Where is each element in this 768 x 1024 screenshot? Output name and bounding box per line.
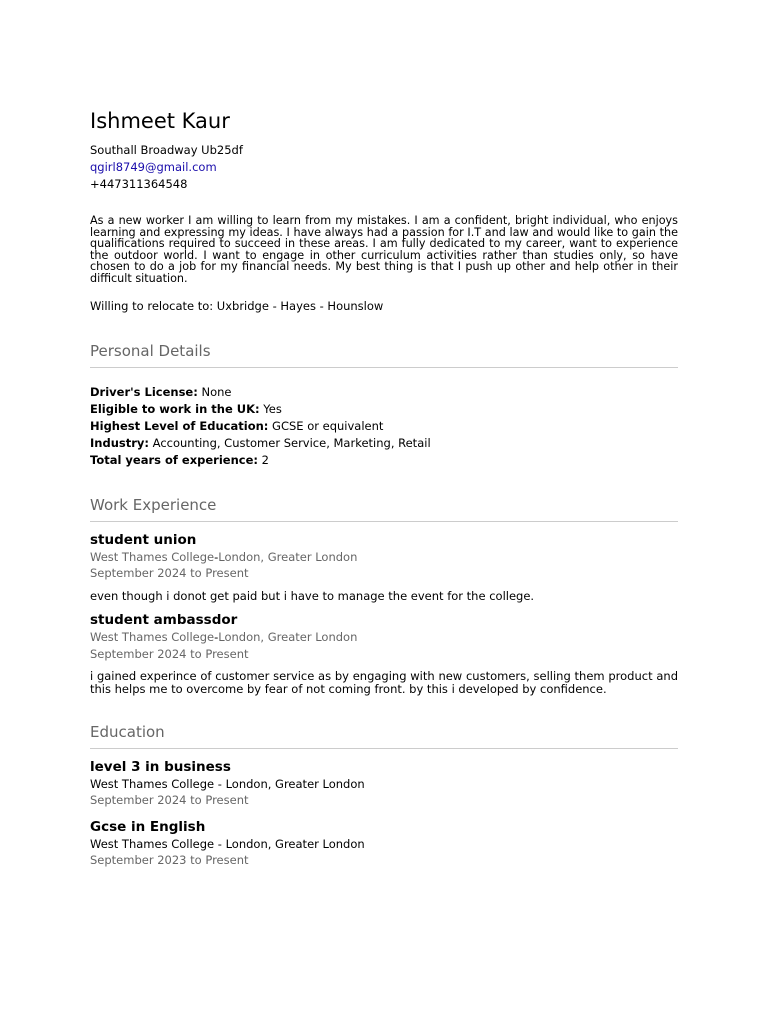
job-org-line: [90, 549, 678, 566]
detail-value: Accounting, Customer Service, Marketing, Retail: [152, 435, 431, 450]
job-org: West Thames College: [90, 549, 215, 564]
candidate-name: Ishmeet Kaur: [90, 109, 230, 133]
detail-label: Total years of experience:: [90, 452, 258, 467]
job-description: even though i donot get paid but i have to manage the event for the college.: [90, 588, 535, 603]
education-title-text: level 3 in business: [90, 758, 231, 775]
education-org: West Thames College - London, Greater London: [90, 836, 365, 851]
education-org: West Thames College - London, Greater London: [90, 776, 365, 791]
summary-text: As a new worker I am willing to learn from my mistakes. I am a confident, bright individual, who enjoys learning and expressing my ideas. I have always had a passion for I.T and law and would like to gain the qualifications required to succeed in these areas. I am fully dedicated to my career, want to experience the outdoor world. I want to engage in other curriculum activities rather than studies only, so have chosen to do a job for my financial needs. My best thing is that I push up other and help other in their difficult situation.: [90, 214, 678, 285]
job-org-line: [90, 629, 678, 646]
education-date: September 2023 to Present: [90, 853, 249, 868]
detail-value: GCSE or equivalent: [272, 418, 384, 433]
education-entry: [90, 819, 678, 869]
detail-row: [90, 452, 678, 469]
detail-label: Highest Level of Education:: [90, 418, 269, 433]
job-date: September 2024 to Present: [90, 646, 249, 661]
detail-value: None: [201, 384, 232, 399]
personal-details-list: [90, 384, 678, 469]
job-title: student union: [90, 531, 197, 548]
job-entry: [90, 612, 678, 696]
address: Southall Broadway Ub25df: [90, 143, 243, 157]
job-location: London, Greater London: [218, 630, 358, 645]
detail-label: Industry:: [90, 435, 149, 450]
personal-details-title: Personal Details: [90, 341, 678, 368]
email-link[interactable]: qgirl8749@gmail.com: [90, 160, 217, 174]
relocate-text: Willing to relocate to: Uxbridge - Hayes - Hounslow: [90, 298, 384, 313]
job-location: London, Greater London: [218, 549, 358, 564]
detail-row: [90, 384, 678, 401]
detail-value: 2: [261, 452, 269, 467]
job-date: September 2024 to Present: [90, 566, 249, 581]
job-title: student ambassdor: [90, 612, 238, 629]
email-line: [90, 159, 678, 176]
detail-row: [90, 401, 678, 418]
detail-row: [90, 435, 678, 452]
education-date: September 2024 to Present: [90, 793, 249, 808]
detail-value: Yes: [263, 401, 282, 416]
work-experience-section: [90, 495, 678, 696]
job-sep: -: [214, 630, 219, 645]
phone: +447311364548: [90, 177, 188, 191]
education-section: [90, 722, 678, 869]
job-sep: -: [214, 549, 219, 564]
work-experience-title: Work Experience: [90, 495, 678, 522]
education-title: Education: [90, 722, 678, 749]
detail-label: Driver's License:: [90, 384, 198, 399]
job-entry: [90, 532, 678, 603]
detail-label: Eligible to work in the UK:: [90, 401, 260, 416]
education-entry: [90, 759, 678, 809]
personal-details-section: [90, 341, 678, 469]
education-title-text: Gcse in English: [90, 818, 206, 835]
job-org: West Thames College: [90, 630, 215, 645]
detail-row: [90, 418, 678, 435]
job-description: i gained experince of customer service as by engaging with new customers, selling them product and this helps me to overcome by fear of not coming front. by this i developed by confidence.: [90, 669, 678, 697]
